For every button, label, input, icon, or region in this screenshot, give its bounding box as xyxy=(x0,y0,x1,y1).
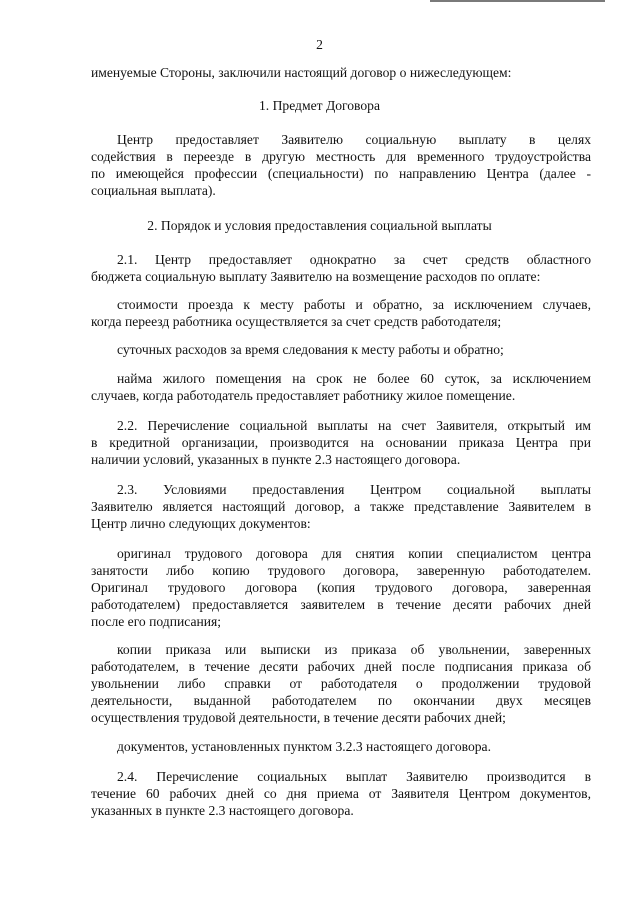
clause-2-3-line: Центр лично следующих документов: xyxy=(91,516,311,531)
intro-line: именуемые Стороны, заключили настоящий договор о нижеследующем: xyxy=(91,65,512,80)
list-item-housing-line: найма жилого помещения на срок не более 60 суток, за исключением xyxy=(117,371,591,386)
clause-2-2-line: наличии условий, указанных в пункте 2.3 настоящего договора. xyxy=(91,452,461,467)
list-item-contract-line: после его подписания; xyxy=(91,614,222,629)
section-2-heading: 2. Порядок и условия предоставления социальной выплаты xyxy=(147,218,492,233)
paragraph-line: содействия в переезде в другую местность для временного трудоустройства xyxy=(91,149,591,164)
list-item-contract-line: оригинал трудового договора для снятия копии специалистом центра xyxy=(117,546,591,561)
list-item-contract-line: работодателем) предоставляется заявителем в течение десяти рабочих дней xyxy=(91,597,591,612)
section-1-heading: 1. Предмет Договора xyxy=(258,98,380,113)
list-item-housing-line: случаев, когда работодатель предоставляет работнику жилое помещение. xyxy=(91,388,516,403)
list-item-travel-line: когда переезд работника осуществляется за счет средств работодателя; xyxy=(91,314,502,329)
list-item-order-line: работодателем, в течение десяти рабочих дней после подписания приказа об xyxy=(91,659,591,674)
clause-2-1-line: бюджета социальную выплату Заявителю на возмещение расходов по оплате: xyxy=(91,269,541,284)
clause-2-3-line: Заявителю является настоящий договор, а также представление Заявителем в xyxy=(91,499,591,514)
clause-2-4-line: 2.4. Перечисление социальных выплат Заявителю производится в xyxy=(117,769,591,784)
clause-2-4-line: указанных в пункте 2.3 настоящего договора. xyxy=(91,803,354,818)
paragraph-line: по имеющейся профессии (специальности) по направлению Центра (далее - xyxy=(91,166,591,181)
scan-edge-mark xyxy=(430,0,605,2)
page-number: 2 xyxy=(316,37,323,52)
clause-2-2-line: 2.2. Перечисление социальной выплаты на счет Заявителя, открытый им xyxy=(117,418,591,433)
list-item-docs-line: документов, установленных пунктом 3.2.3 настоящего договора. xyxy=(117,739,491,754)
clause-2-1-line: 2.1. Центр предоставляет однократно за счет средств областного xyxy=(117,252,591,267)
list-item-travel-line: стоимости проезда к месту работы и обратно, за исключением случаев, xyxy=(117,297,591,312)
list-item-contract-line: занятости либо копию трудового договора, заверенную работодателем. xyxy=(91,563,591,578)
list-item-order-line: деятельности, выданной работодателем по окончании двух месяцев xyxy=(91,693,591,708)
list-item-daily-line: суточных расходов за время следования к месту работы и обратно; xyxy=(117,342,504,357)
clause-2-2-line: в кредитной организации, производится на основании приказа Центра при xyxy=(91,435,591,450)
clause-2-3-line: 2.3. Условиями предоставления Центром социальной выплаты xyxy=(117,482,591,497)
clause-2-4-line: течение 60 рабочих дней со дня приема от Заявителя Центром документов, xyxy=(91,786,591,801)
paragraph-line: Центр предоставляет Заявителю социальную выплату в целях xyxy=(117,132,591,147)
list-item-order-line: копии приказа или выписки из приказа об увольнении, заверенных xyxy=(117,642,591,657)
list-item-order-line: осуществления трудовой деятельности, в течение десяти рабочих дней; xyxy=(91,710,506,725)
list-item-order-line: увольнении либо справки от работодателя о продолжении трудовой xyxy=(91,676,591,691)
list-item-contract-line: Оригинал трудового договора (копия трудового договора, заверенная xyxy=(91,580,591,595)
paragraph-line: социальная выплата). xyxy=(91,183,216,198)
